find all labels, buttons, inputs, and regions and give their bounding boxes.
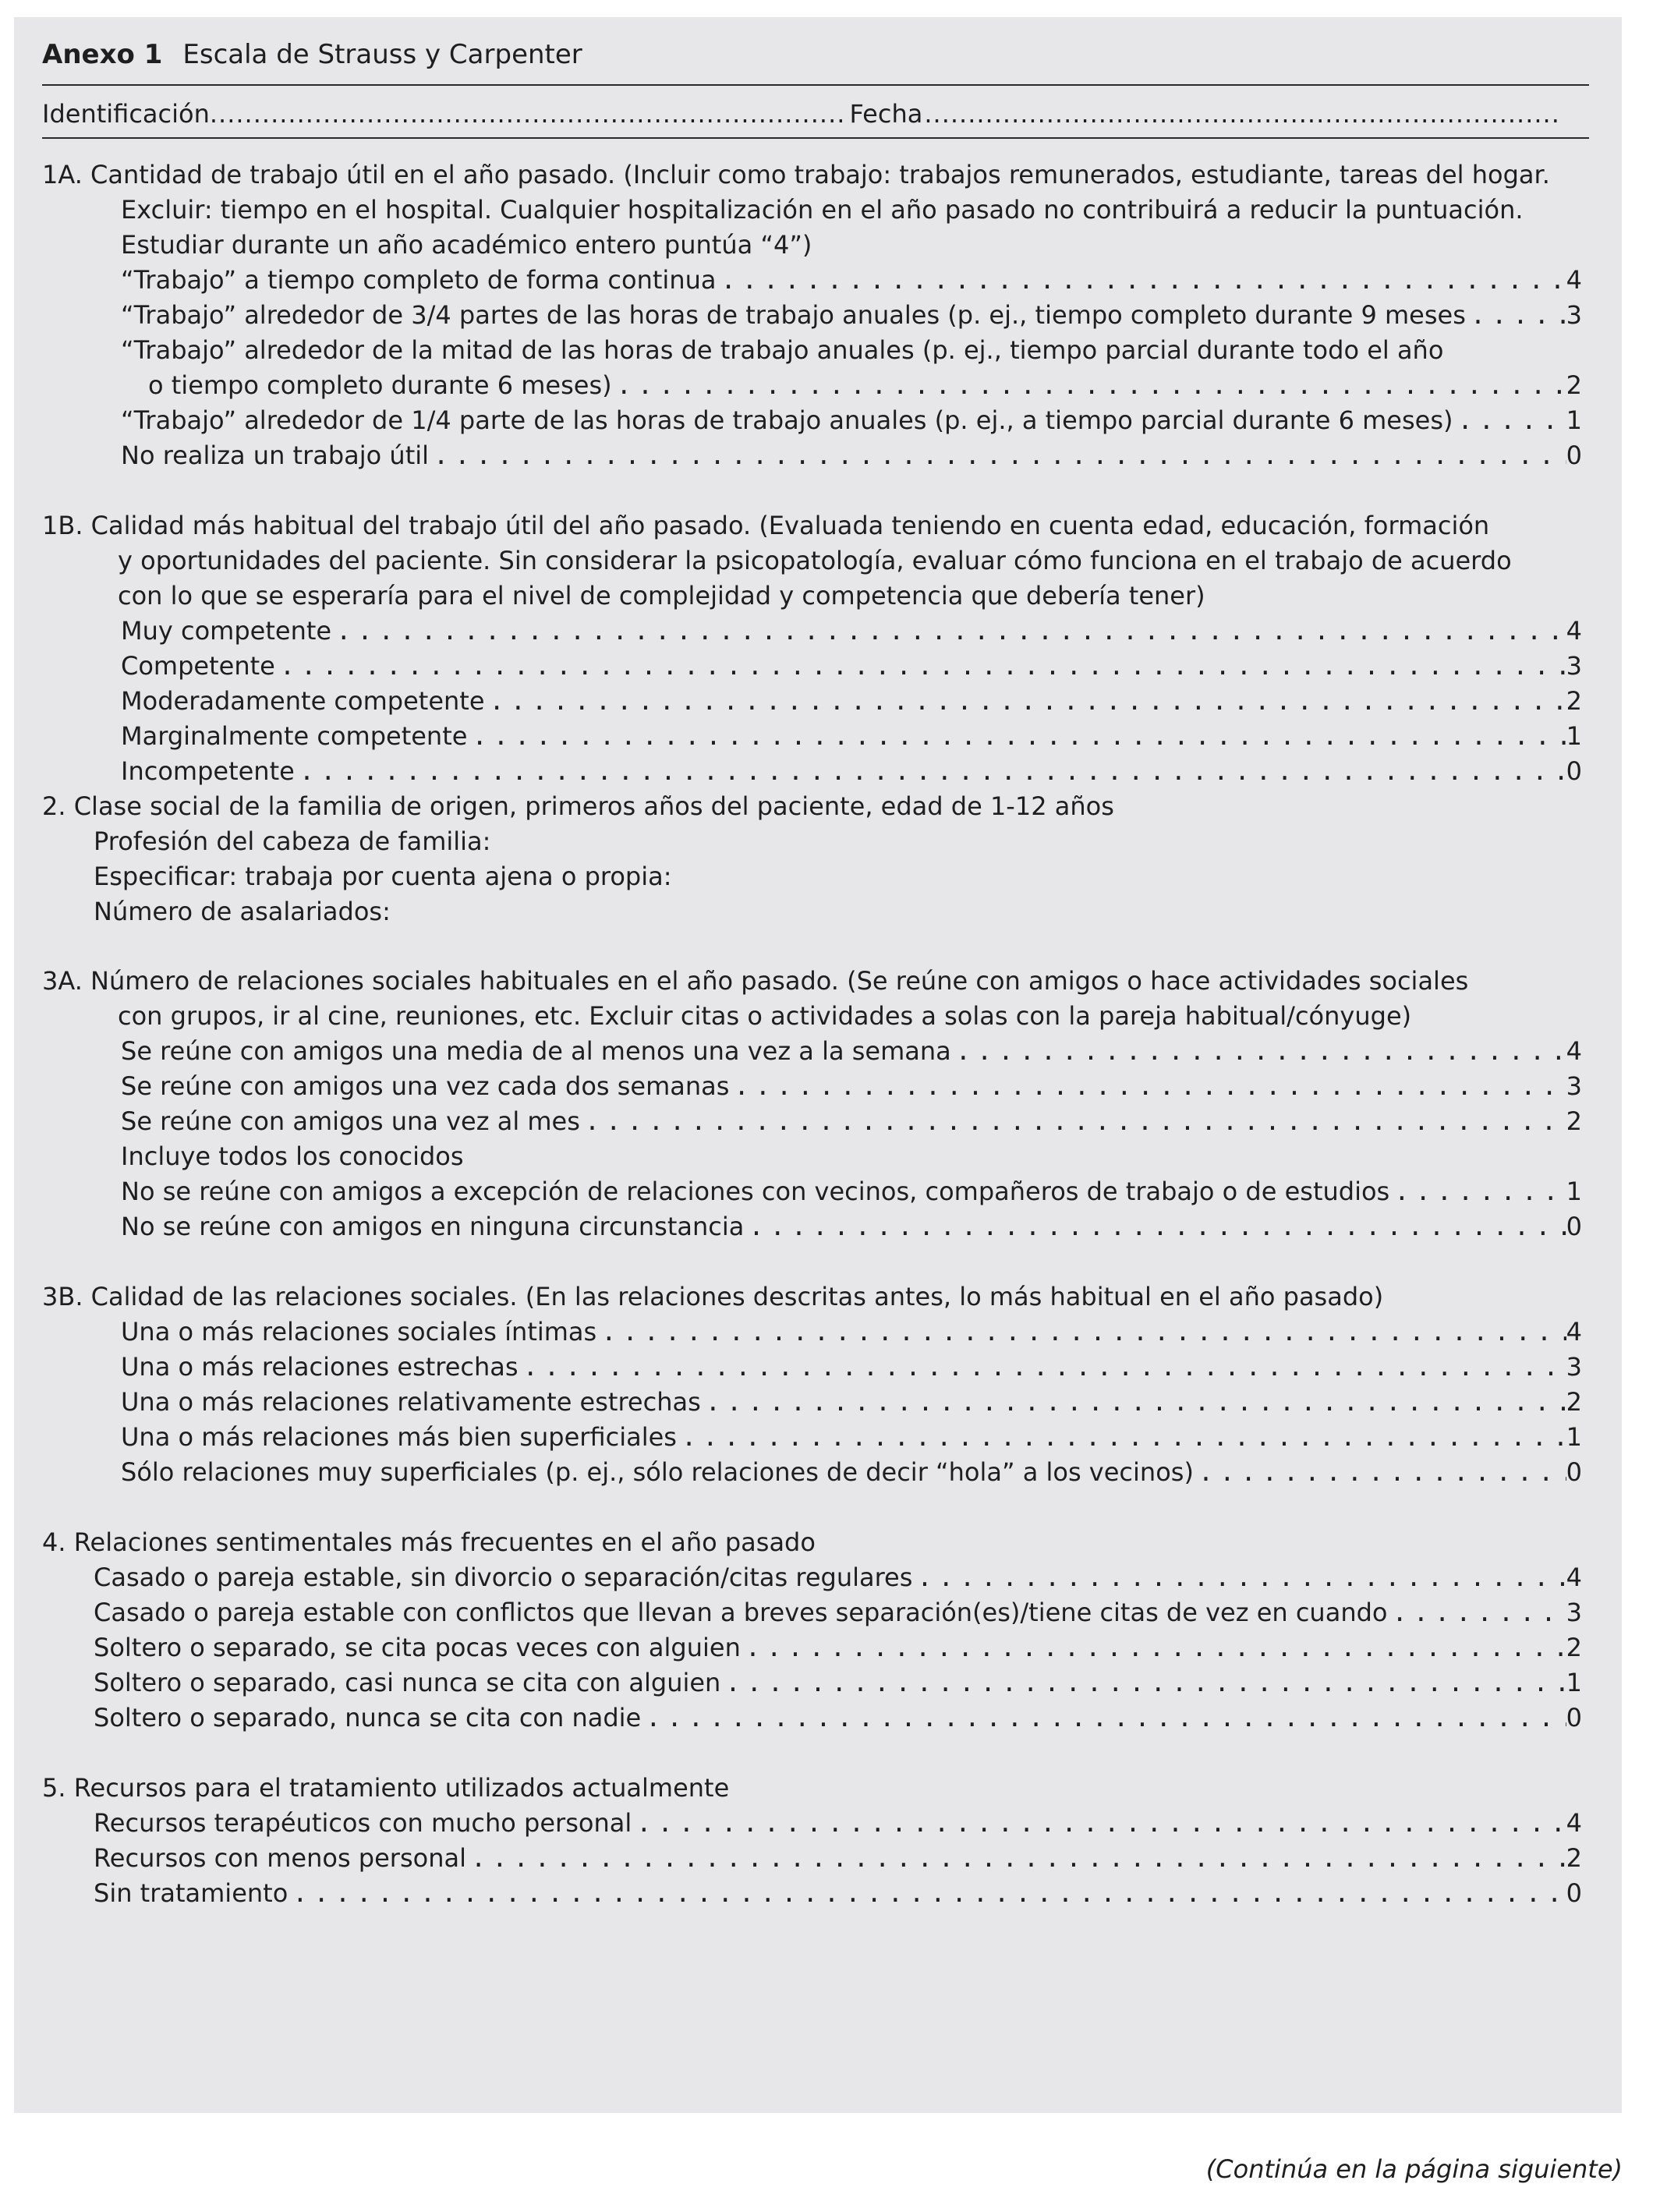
option-score: 0 (1566, 1212, 1582, 1241)
option-score: 2 (1566, 1387, 1582, 1417)
option-score: 4 (1566, 1036, 1582, 1066)
scale-option: “Trabajo” alrededor de 1/4 parte de las horas de trabajo anuales (p. ej., a tiempo parcial durante 6 meses) ..... 1 (121, 403, 1582, 438)
scale-option: Una o más relaciones más bien superficiales ..... 1 (121, 1420, 1582, 1455)
scale-option: No se reúne con amigos a excepción de relaciones con vecinos, compañeros de trabajo o de estudios ..... 1 (121, 1174, 1582, 1209)
scale-option: Casado o pareja estable con conflictos que llevan a breves separación(es)/tiene citas de vez en cuando ..... 3 (94, 1595, 1582, 1630)
scale-option: Recursos terapéuticos con mucho personal ..... 4 (94, 1806, 1582, 1841)
option-score: 0 (1566, 1457, 1582, 1487)
scale-option: Se reúne con amigos una media de al menos una vez a la semana ..... 4 (121, 1034, 1582, 1069)
header-rule (42, 137, 1589, 139)
scale-option: “Trabajo” alrededor de 3/4 partes de las horas de trabajo anuales (p. ej., tiempo completo durante 9 meses ..... 3 (121, 298, 1582, 333)
option-score: 4 (1566, 1808, 1582, 1838)
scale-option: Competente ..... 3 (121, 649, 1582, 684)
option-score: 2 (1566, 1843, 1582, 1873)
scale-option: Sólo relaciones muy superficiales (p. ej., sólo relaciones de decir “hola” a los vecinos) ..... 0 (121, 1455, 1582, 1490)
scale-option: Sin tratamiento ..... 0 (94, 1876, 1582, 1911)
scale-option: Moderadamente competente ..... 2 (121, 684, 1582, 719)
id-dots (210, 97, 847, 132)
section-2-field: Especificar: trabaja por cuenta ajena o propia: (94, 862, 672, 891)
section-3a-heading: 3A. Número de relaciones sociales habituales en el año pasado. (Se reúne con amigos o hace actividades sociales (42, 966, 1469, 996)
scale-option: Muy competente ..... 4 (121, 614, 1582, 649)
section-1a-text: Estudiar durante un año académico entero puntúa “4”) (121, 230, 812, 260)
option-score: 2 (1566, 1106, 1582, 1136)
option-score: 1 (1566, 405, 1582, 435)
option-score: 4 (1566, 265, 1582, 295)
option-score: 4 (1566, 1317, 1582, 1347)
section-2-heading: 2. Clase social de la familia de origen, primeros años del paciente, edad de 1-12 años (42, 791, 1114, 821)
option-score: 3 (1566, 651, 1582, 681)
option-score: 0 (1566, 1703, 1582, 1732)
section-1a-heading: 1A. Cantidad de trabajo útil en el año pasado. (Incluir como trabajo: trabajos remunerados, estudiante, tareas del hogar. (42, 160, 1550, 189)
top-rule (42, 84, 1589, 86)
option-score: 3 (1566, 1071, 1582, 1101)
identification-line: Identificación ..... Fecha ..... (42, 97, 1561, 132)
scale-option: Marginalmente competente ..... 1 (121, 719, 1582, 754)
scale-option: Se reúne con amigos una vez cada dos semanas ..... 3 (121, 1069, 1582, 1104)
option-score: 4 (1566, 616, 1582, 646)
option-score: 3 (1566, 1352, 1582, 1382)
annex-title: Anexo 1 Escala de Strauss y Carpenter (42, 39, 582, 70)
option-score: 2 (1566, 370, 1582, 400)
option-score: 0 (1566, 441, 1582, 470)
scale-option: o tiempo completo durante 6 meses) ..... 2 (148, 368, 1582, 403)
date-dots (924, 97, 1561, 132)
option-score: 2 (1566, 1633, 1582, 1662)
section-2-field: Profesión del cabeza de familia: (94, 826, 491, 856)
scale-option: Una o más relaciones estrechas ..... 3 (121, 1350, 1582, 1385)
section-4-heading: 4. Relaciones sentimentales más frecuentes en el año pasado (42, 1527, 816, 1557)
scale-option-text: “Trabajo” alrededor de la mitad de las horas de trabajo anuales (p. ej., tiempo parcial durante todo el año (121, 335, 1444, 365)
section-5-heading: 5. Recursos para el tratamiento utilizados actualmente (42, 1773, 730, 1803)
section-1b-text: y oportunidades del paciente. Sin considerar la psicopatología, evaluar cómo funciona en el trabajo de acuerdo (118, 546, 1512, 575)
option-score: 1 (1566, 1177, 1582, 1206)
scale-option: No realiza un trabajo útil ..... 0 (121, 438, 1582, 473)
scale-option: Soltero o separado, casi nunca se cita con alguien ..... 1 (94, 1665, 1582, 1701)
option-score: 1 (1566, 721, 1582, 751)
scale-option: Recursos con menos personal ..... 2 (94, 1841, 1582, 1876)
option-score: 1 (1566, 1668, 1582, 1697)
scale-option: Incompetente ..... 0 (121, 754, 1582, 789)
form-panel (14, 17, 1622, 2113)
option-score: 3 (1566, 1598, 1582, 1627)
option-score: 2 (1566, 686, 1582, 716)
scale-option: Una o más relaciones relativamente estrechas ..... 2 (121, 1385, 1582, 1420)
scale-option: Soltero o separado, nunca se cita con nadie ..... 0 (94, 1701, 1582, 1736)
section-1a-text: Excluir: tiempo en el hospital. Cualquier hospitalización en el año pasado no contribuirá a reducir la puntuación. (121, 195, 1524, 225)
scale-option: Se reúne con amigos una vez al mes ..... 2 (121, 1104, 1582, 1139)
section-3a-note: Incluye todos los conocidos (121, 1141, 464, 1171)
option-score: 0 (1566, 756, 1582, 786)
section-2-field: Número de asalariados: (94, 897, 391, 926)
section-1b-text: con lo que se esperaría para el nivel de complejidad y competencia que debería tener) (118, 581, 1205, 611)
scale-option: Soltero o separado, se cita pocas veces con alguien ..... 2 (94, 1630, 1582, 1665)
scale-option: Casado o pareja estable, sin divorcio o separación/citas regulares ..... 4 (94, 1560, 1582, 1595)
section-1b-heading: 1B. Calidad más habitual del trabajo útil del año pasado. (Evaluada teniendo en cuenta edad, educación, formación (42, 511, 1490, 540)
section-3a-text: con grupos, ir al cine, reuniones, etc. Excluir citas o actividades a solas con la pareja habitual/cónyuge) (118, 1001, 1412, 1031)
option-score: 0 (1566, 1878, 1582, 1908)
option-score: 4 (1566, 1563, 1582, 1592)
option-score: 3 (1566, 300, 1582, 330)
section-3b-heading: 3B. Calidad de las relaciones sociales. (En las relaciones descritas antes, lo más habitual en el año pasado) (42, 1282, 1384, 1311)
continues-note: (Continúa en la página siguiente) (1205, 2154, 1623, 2184)
option-score: 1 (1566, 1422, 1582, 1452)
scale-option: No se reúne con amigos en ninguna circunstancia ..... 0 (121, 1209, 1582, 1244)
scale-option: “Trabajo” a tiempo completo de forma continua ..... 4 (121, 263, 1582, 298)
scale-option: Una o más relaciones sociales íntimas ..... 4 (121, 1315, 1582, 1350)
